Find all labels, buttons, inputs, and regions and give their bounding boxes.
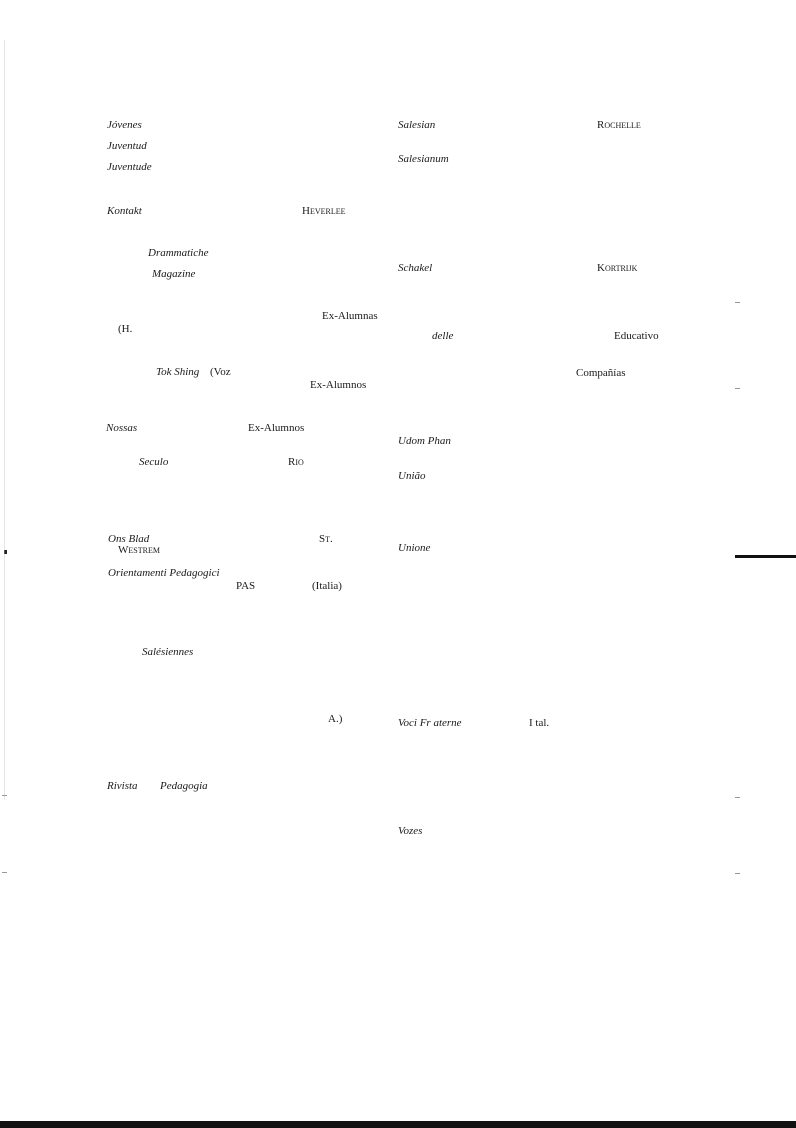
word-salesian: Salesian [398,119,436,131]
right-dash-1 [735,302,740,303]
word-rio: Rio [288,456,304,468]
word-a-paren: A.) [328,713,343,725]
word-salesiennes: Salésiennes [142,646,194,658]
word-uniao: União [398,470,426,482]
right-dash-4 [735,873,740,874]
word-drammatiche: Drammatiche [148,247,209,259]
left-dash-1 [2,795,7,796]
word-voci-fraterne: Voci Fr aterne [398,717,462,729]
word-nossas: Nossas [106,422,138,434]
word-unione: Unione [398,542,431,554]
bottom-edge-rule [0,1121,796,1128]
left-margin-line [4,40,5,800]
word-ex-alumnos-1: Ex-Alumnos [310,379,367,391]
word-companias: Compañías [576,367,626,379]
right-dash-3 [735,797,740,798]
word-magazine: Magazine [152,268,196,280]
word-seculo: Seculo [139,456,169,468]
word-westrem: Westrem [118,544,160,556]
word-udom-phan: Udom Phan [398,435,451,447]
word-tok-shing: Tok Shing [156,366,200,378]
word-pas: PAS [236,580,256,592]
word-pedagogia: Pedagogia [160,780,208,792]
word-kortrijk: Kortrijk [597,262,638,274]
word-rivista: Rivista [107,780,138,792]
word-educativo: Educativo [614,330,659,342]
word-voz: (Voz [210,366,231,378]
word-jovenes: Jóvenes [107,119,142,131]
word-h-paren: (H. [118,323,133,335]
word-vozes: Vozes [398,825,423,837]
word-juventud: Juventud [107,140,147,152]
word-juventude: Juventude [107,161,152,173]
word-schakel: Schakel [398,262,433,274]
word-orientamenti-pedagogici: Orientamenti Pedagogici [108,567,220,579]
word-delle: delle [432,330,454,342]
word-st: St. [319,533,333,545]
right-edge-rule [735,555,796,558]
word-ital: I tal. [529,717,550,729]
word-ex-alumnas: Ex-Alumnas [322,310,378,322]
word-ons-blad: Ons Blad [108,533,150,545]
word-italia: (Italia) [312,580,342,592]
word-ex-alumnos-2: Ex-Alumnos [248,422,305,434]
left-dash-2 [2,872,7,873]
word-heverlee: Heverlee [302,205,346,217]
word-salesianum: Salesianum [398,153,449,165]
word-rochelle: Rochelle [597,119,641,131]
right-dash-2 [735,388,740,389]
word-kontakt: Kontakt [107,205,142,217]
